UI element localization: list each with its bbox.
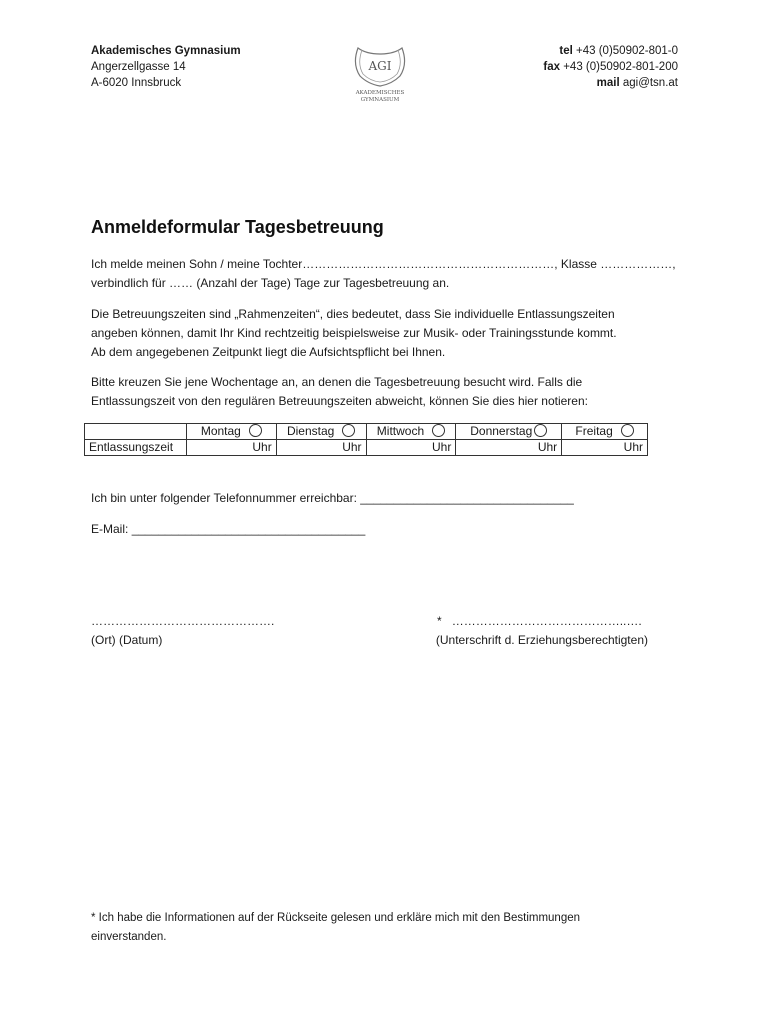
school-logo xyxy=(348,40,412,104)
info-line-3: Ab dem angegebenen Zeitpunkt liegt die Aufsichtspflicht bei Ihnen. xyxy=(91,345,446,359)
tel-label: tel xyxy=(559,45,573,57)
email-line xyxy=(91,520,365,538)
info-line-1: Die Betreuungszeiten sind „Rahmenzeiten“, dies bedeutet, dass Sie individuelle Entlassungszeiten xyxy=(91,307,615,321)
day-wednesday xyxy=(366,424,456,440)
fax-value: +43 (0)50902-801-200 xyxy=(563,61,678,73)
signature-label: (Unterschrift d. Erziehungsberechtigten) xyxy=(435,633,648,647)
day-label: Mittwoch xyxy=(376,424,425,438)
day-label: Dienstag xyxy=(286,424,335,438)
footnote-line-2: einverstanden. xyxy=(91,931,167,943)
thursday-time-field[interactable]: Uhr xyxy=(456,440,562,456)
tuesday-time-field[interactable]: Uhr xyxy=(276,440,366,456)
day-tuesday xyxy=(276,424,366,440)
tuesday-checkbox[interactable] xyxy=(342,424,355,437)
intro-line-1: Ich melde meinen Sohn / meine Tochter………………………………………………………, Klasse ………………, xyxy=(91,257,676,271)
friday-checkbox[interactable] xyxy=(621,424,634,437)
logo-subtitle-1: AKADEMISCHES xyxy=(355,90,405,96)
weekday-header-row xyxy=(85,424,648,440)
intro-line-2: verbindlich für …… (Anzahl der Tage) Tage zur Tagesbetreuung an. xyxy=(91,276,450,290)
place-date-label: (Ort) (Datum) xyxy=(91,633,163,647)
wednesday-time-field[interactable]: Uhr xyxy=(366,440,456,456)
contact-tel xyxy=(543,43,678,59)
school-contact xyxy=(543,43,678,91)
contact-mail xyxy=(543,75,678,91)
school-city: A-6020 Innsbruck xyxy=(91,77,182,89)
release-time-row xyxy=(85,440,648,456)
days-paragraph xyxy=(91,373,681,411)
fax-label: fax xyxy=(543,61,561,73)
phone-line xyxy=(91,489,574,507)
email-label: E-Mail: xyxy=(91,522,129,536)
school-street: Angerzellgasse 14 xyxy=(91,61,186,73)
thursday-checkbox[interactable] xyxy=(534,424,547,437)
day-thursday xyxy=(456,424,562,440)
tel-value: +43 (0)50902-801-0 xyxy=(576,45,678,57)
day-label: Montag xyxy=(200,424,241,438)
footnote xyxy=(91,909,651,947)
table-corner-cell xyxy=(85,424,187,440)
monday-checkbox[interactable] xyxy=(249,424,262,437)
wednesday-checkbox[interactable] xyxy=(432,424,445,437)
footnote-line-1: * Ich habe die Informationen auf der Rückseite gelesen und erkläre mich mit den Bestimmungen xyxy=(91,912,581,924)
school-address xyxy=(91,43,241,91)
info-paragraph xyxy=(91,305,681,362)
signature-dots: ……………………………………..…. xyxy=(451,614,642,628)
signature-star: * xyxy=(437,614,442,628)
day-friday xyxy=(562,424,648,440)
friday-time-field[interactable]: Uhr xyxy=(562,440,648,456)
logo-subtitle-2: GYMNASIUM xyxy=(360,97,400,103)
day-label: Freitag xyxy=(575,424,613,438)
days-line-2: Entlassungszeit von den regulären Betreuungszeiten abweicht, können Sie dies hier notieren: xyxy=(91,394,588,408)
monday-time-field[interactable]: Uhr xyxy=(186,440,276,456)
phone-field[interactable]: ________________________________ xyxy=(360,491,574,505)
signature-field[interactable] xyxy=(437,612,642,630)
weekday-table xyxy=(84,423,648,456)
phone-label: Ich bin unter folgender Telefonnummer erreichbar: xyxy=(91,491,357,505)
mail-value: agi@tsn.at xyxy=(622,77,678,89)
intro-paragraph xyxy=(91,255,681,293)
place-date-field[interactable]: ………………………………………. xyxy=(91,614,275,628)
info-line-2: angeben können, damit Ihr Kind rechtzeitig beispielsweise zur Musik- oder Trainingsstunde kommt. xyxy=(91,326,617,340)
day-label: Donnerstag xyxy=(470,424,533,438)
school-name: Akademisches Gymnasium xyxy=(91,45,241,57)
release-time-label: Entlassungszeit xyxy=(85,440,187,456)
contact-fax xyxy=(543,59,678,75)
days-line-1: Bitte kreuzen Sie jene Wochentage an, an denen die Tagesbetreuung besucht wird. Falls die xyxy=(91,375,583,389)
email-field[interactable]: ___________________________________ xyxy=(131,522,366,536)
form-title: Anmeldeformular Tagesbetreuung xyxy=(91,217,384,237)
mail-label: mail xyxy=(596,77,620,89)
logo-text: AGI xyxy=(368,59,392,73)
day-monday xyxy=(186,424,276,440)
